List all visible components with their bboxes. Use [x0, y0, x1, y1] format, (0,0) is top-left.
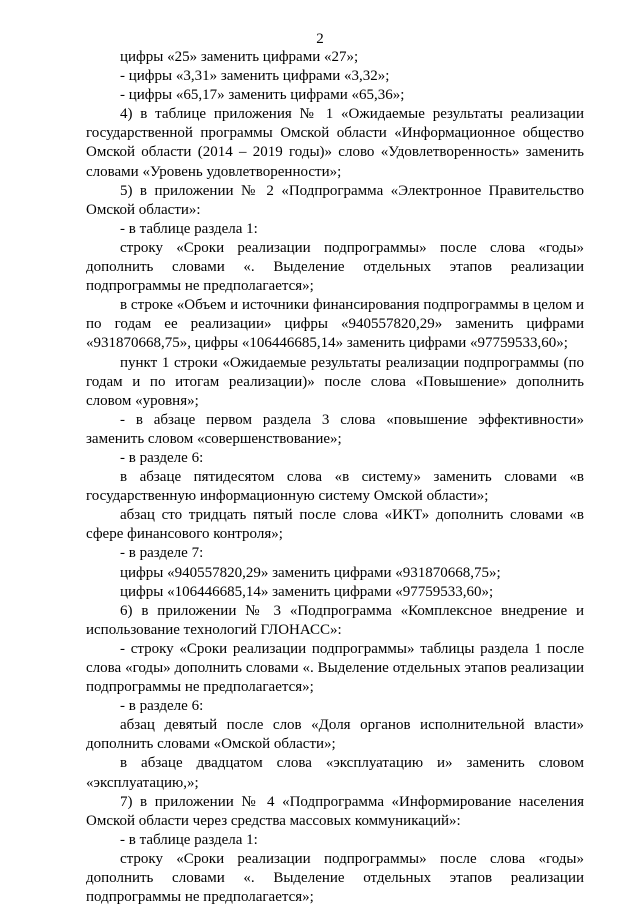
paragraph: абзац сто тридцать пятый после слова «ИКТ» дополнить словами «в сфере финансового контроля»;	[86, 507, 584, 543]
page-number: 2	[316, 31, 324, 47]
paragraph: цифры «940557820,29» заменить цифрами «931870668,75»;	[120, 564, 501, 581]
paragraph: 6) в приложении № 3 «Подпрограмма «Комплексное внедрение и использование технологий ГЛОНАСС»:	[86, 602, 584, 638]
paragraph: в абзаце пятидесятом слова «в систему» заменить словами «в государственную информационную систему Омской области»;	[86, 469, 584, 505]
paragraph: в строке «Объем и источники финансирования подпрограммы в целом и по годам ее реализации» цифры «940557820,29» заменить цифрами «931870668,75», цифры «106446685,14» заменить цифрами «97759533,60»;	[86, 297, 584, 352]
paragraph: - в таблице раздела 1:	[120, 831, 258, 848]
paragraph: - в разделе 7:	[120, 545, 204, 562]
paragraph: - в разделе 6:	[120, 698, 204, 715]
paragraph: - в абзаце первом раздела 3 слова «повышение эффективности» заменить словом «совершенствование»;	[86, 411, 584, 447]
paragraph: - в разделе 6:	[120, 449, 204, 466]
paragraph: 4) в таблице приложения № 1 «Ожидаемые результаты реализации государственной программы Омской области «Информационное общество Омской области (2014 – 2019 годы)» слово «Удовлетворенность» заменить словами «Уровень удовлетворенности»;	[86, 106, 584, 180]
paragraph: - цифры «65,17» заменить цифрами «65,36»;	[120, 87, 405, 104]
paragraph: - строку «Сроки реализации подпрограммы» таблицы раздела 1 после слова «годы» дополнить словами «. Выделение отдельных этапов реализации подпрограммы не предполагается»;	[86, 640, 584, 696]
paragraph: в абзаце двадцатом слова «эксплуатацию и» заменить словом «эксплуатацию,»;	[86, 755, 584, 791]
paragraph: строку «Сроки реализации подпрограммы» после слова «годы» дополнить словами «. Выделение отдельных этапов реализации подпрограммы не предполагается»;	[86, 239, 584, 295]
paragraph: абзац девятый после слов «Доля органов исполнительной власти» дополнить словами «Омской области»;	[86, 717, 584, 753]
paragraph: пункт 1 строки «Ожидаемые результаты реализации подпрограммы (по годам и по итогам реализации)» после слова «Повышение» дополнить словом «уровня»;	[86, 354, 584, 409]
document-body	[86, 48, 584, 907]
paragraph: 7) в приложении № 4 «Подпрограмма «Информирование населения Омской области через средства массовых коммуникаций»:	[86, 793, 584, 829]
paragraph: цифры «25» заменить цифрами «27»;	[120, 49, 359, 65]
paragraph: 5) в приложении № 2 «Подпрограмма «Электронное Правительство Омской области»:	[86, 182, 584, 218]
paragraph: строку «Сроки реализации подпрограммы» после слова «годы» дополнить словами «. Выделение отдельных этапов реализации подпрограммы не предполагается»;	[86, 850, 584, 906]
paragraph: - в таблице раздела 1:	[120, 220, 258, 237]
paragraph: - цифры «3,31» заменить цифрами «3,32»;	[120, 68, 390, 85]
paragraph: цифры «106446685,14» заменить цифрами «97759533,60»;	[120, 583, 494, 600]
